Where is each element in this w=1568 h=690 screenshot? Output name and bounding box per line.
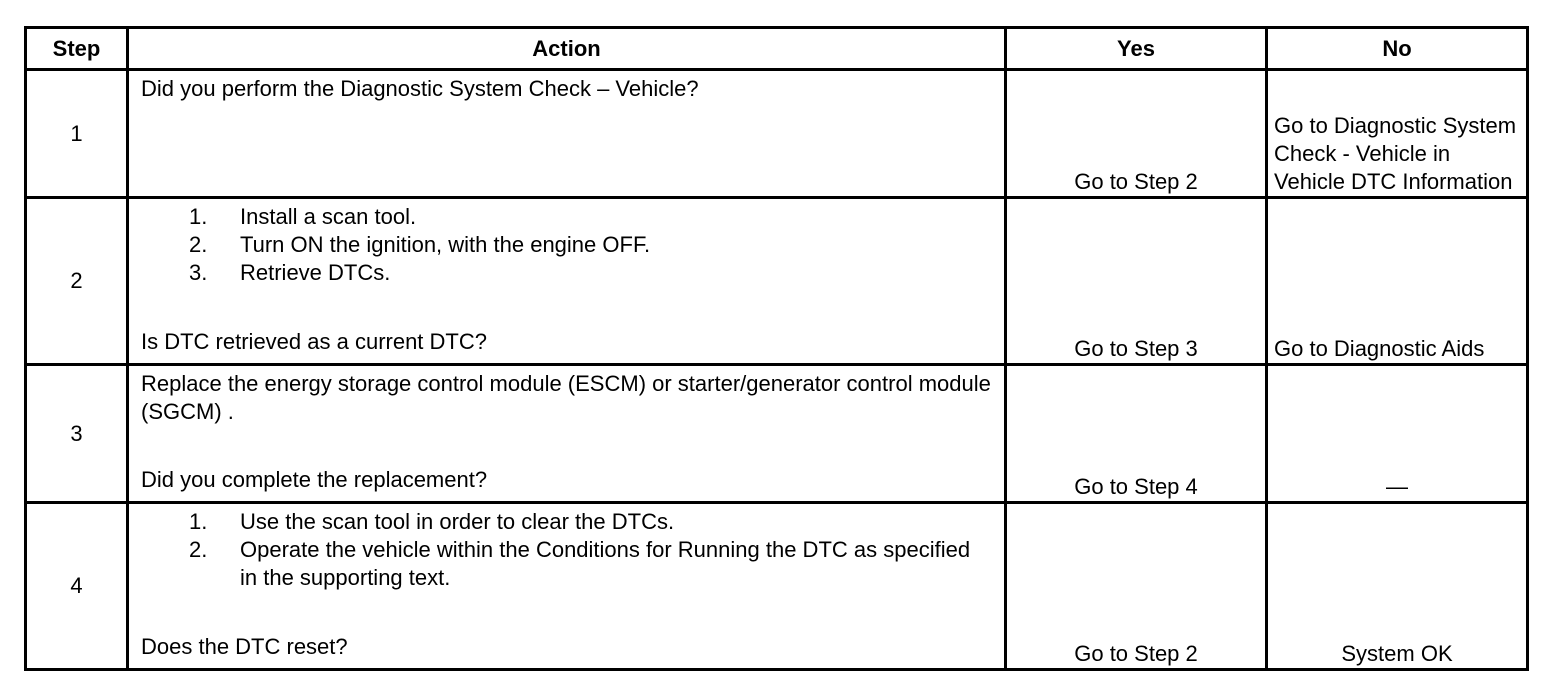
substep-number: 1. [189, 204, 208, 229]
list-item [141, 259, 992, 287]
substep-text: Operate the vehicle within the Conditions for Running the DTC as specified in the supporting text. [240, 537, 971, 590]
list-item [141, 203, 992, 231]
no-cell: System OK [1267, 503, 1528, 670]
table-header-row [26, 28, 1528, 70]
substep-list [141, 203, 992, 287]
action-text: Did you perform the Diagnostic System Check – Vehicle? [141, 76, 699, 101]
yes-cell: Go to Step 3 [1006, 198, 1267, 365]
action-text: Replace the energy storage control module (ESCM) or starter/generator control module (SGCM) . [141, 371, 991, 424]
action-question: Does the DTC reset? [141, 634, 348, 659]
action-question: Is DTC retrieved as a current DTC? [141, 329, 487, 354]
table-row [26, 198, 1528, 365]
table-row [26, 365, 1528, 503]
action-cell [128, 503, 1006, 670]
yes-cell: Go to Step 2 [1006, 503, 1267, 670]
step-number: 4 [26, 503, 128, 670]
column-header-step: Step [26, 28, 128, 70]
substep-number: 3. [189, 260, 208, 285]
list-item [141, 536, 992, 592]
yes-cell: Go to Step 4 [1006, 365, 1267, 503]
action-cell [128, 198, 1006, 365]
yes-cell: Go to Step 2 [1006, 70, 1267, 198]
substep-list [141, 508, 992, 592]
substep-number: 2. [189, 232, 208, 257]
no-cell: Go to Diagnostic System Check - Vehicle in Vehicle DTC Information [1267, 70, 1528, 198]
step-number: 3 [26, 365, 128, 503]
step-number: 2 [26, 198, 128, 365]
diagnostic-table [24, 26, 1529, 671]
list-item [141, 231, 992, 259]
column-header-action: Action [128, 28, 1006, 70]
no-cell: Go to Diagnostic Aids [1267, 198, 1528, 365]
table-row [26, 503, 1528, 670]
substep-number: 1. [189, 509, 208, 534]
table-row [26, 70, 1528, 198]
step-number: 1 [26, 70, 128, 198]
substep-number: 2. [189, 537, 208, 562]
no-cell: — [1267, 365, 1528, 503]
substep-text: Use the scan tool in order to clear the DTCs. [240, 509, 675, 534]
substep-text: Turn ON the ignition, with the engine OFF. [240, 232, 651, 257]
action-cell [128, 365, 1006, 503]
substep-text: Retrieve DTCs. [240, 260, 391, 285]
column-header-yes: Yes [1006, 28, 1267, 70]
action-cell [128, 70, 1006, 198]
column-header-no: No [1267, 28, 1528, 70]
list-item [141, 508, 992, 536]
action-question: Did you complete the replacement? [141, 467, 488, 492]
substep-text: Install a scan tool. [240, 204, 417, 229]
